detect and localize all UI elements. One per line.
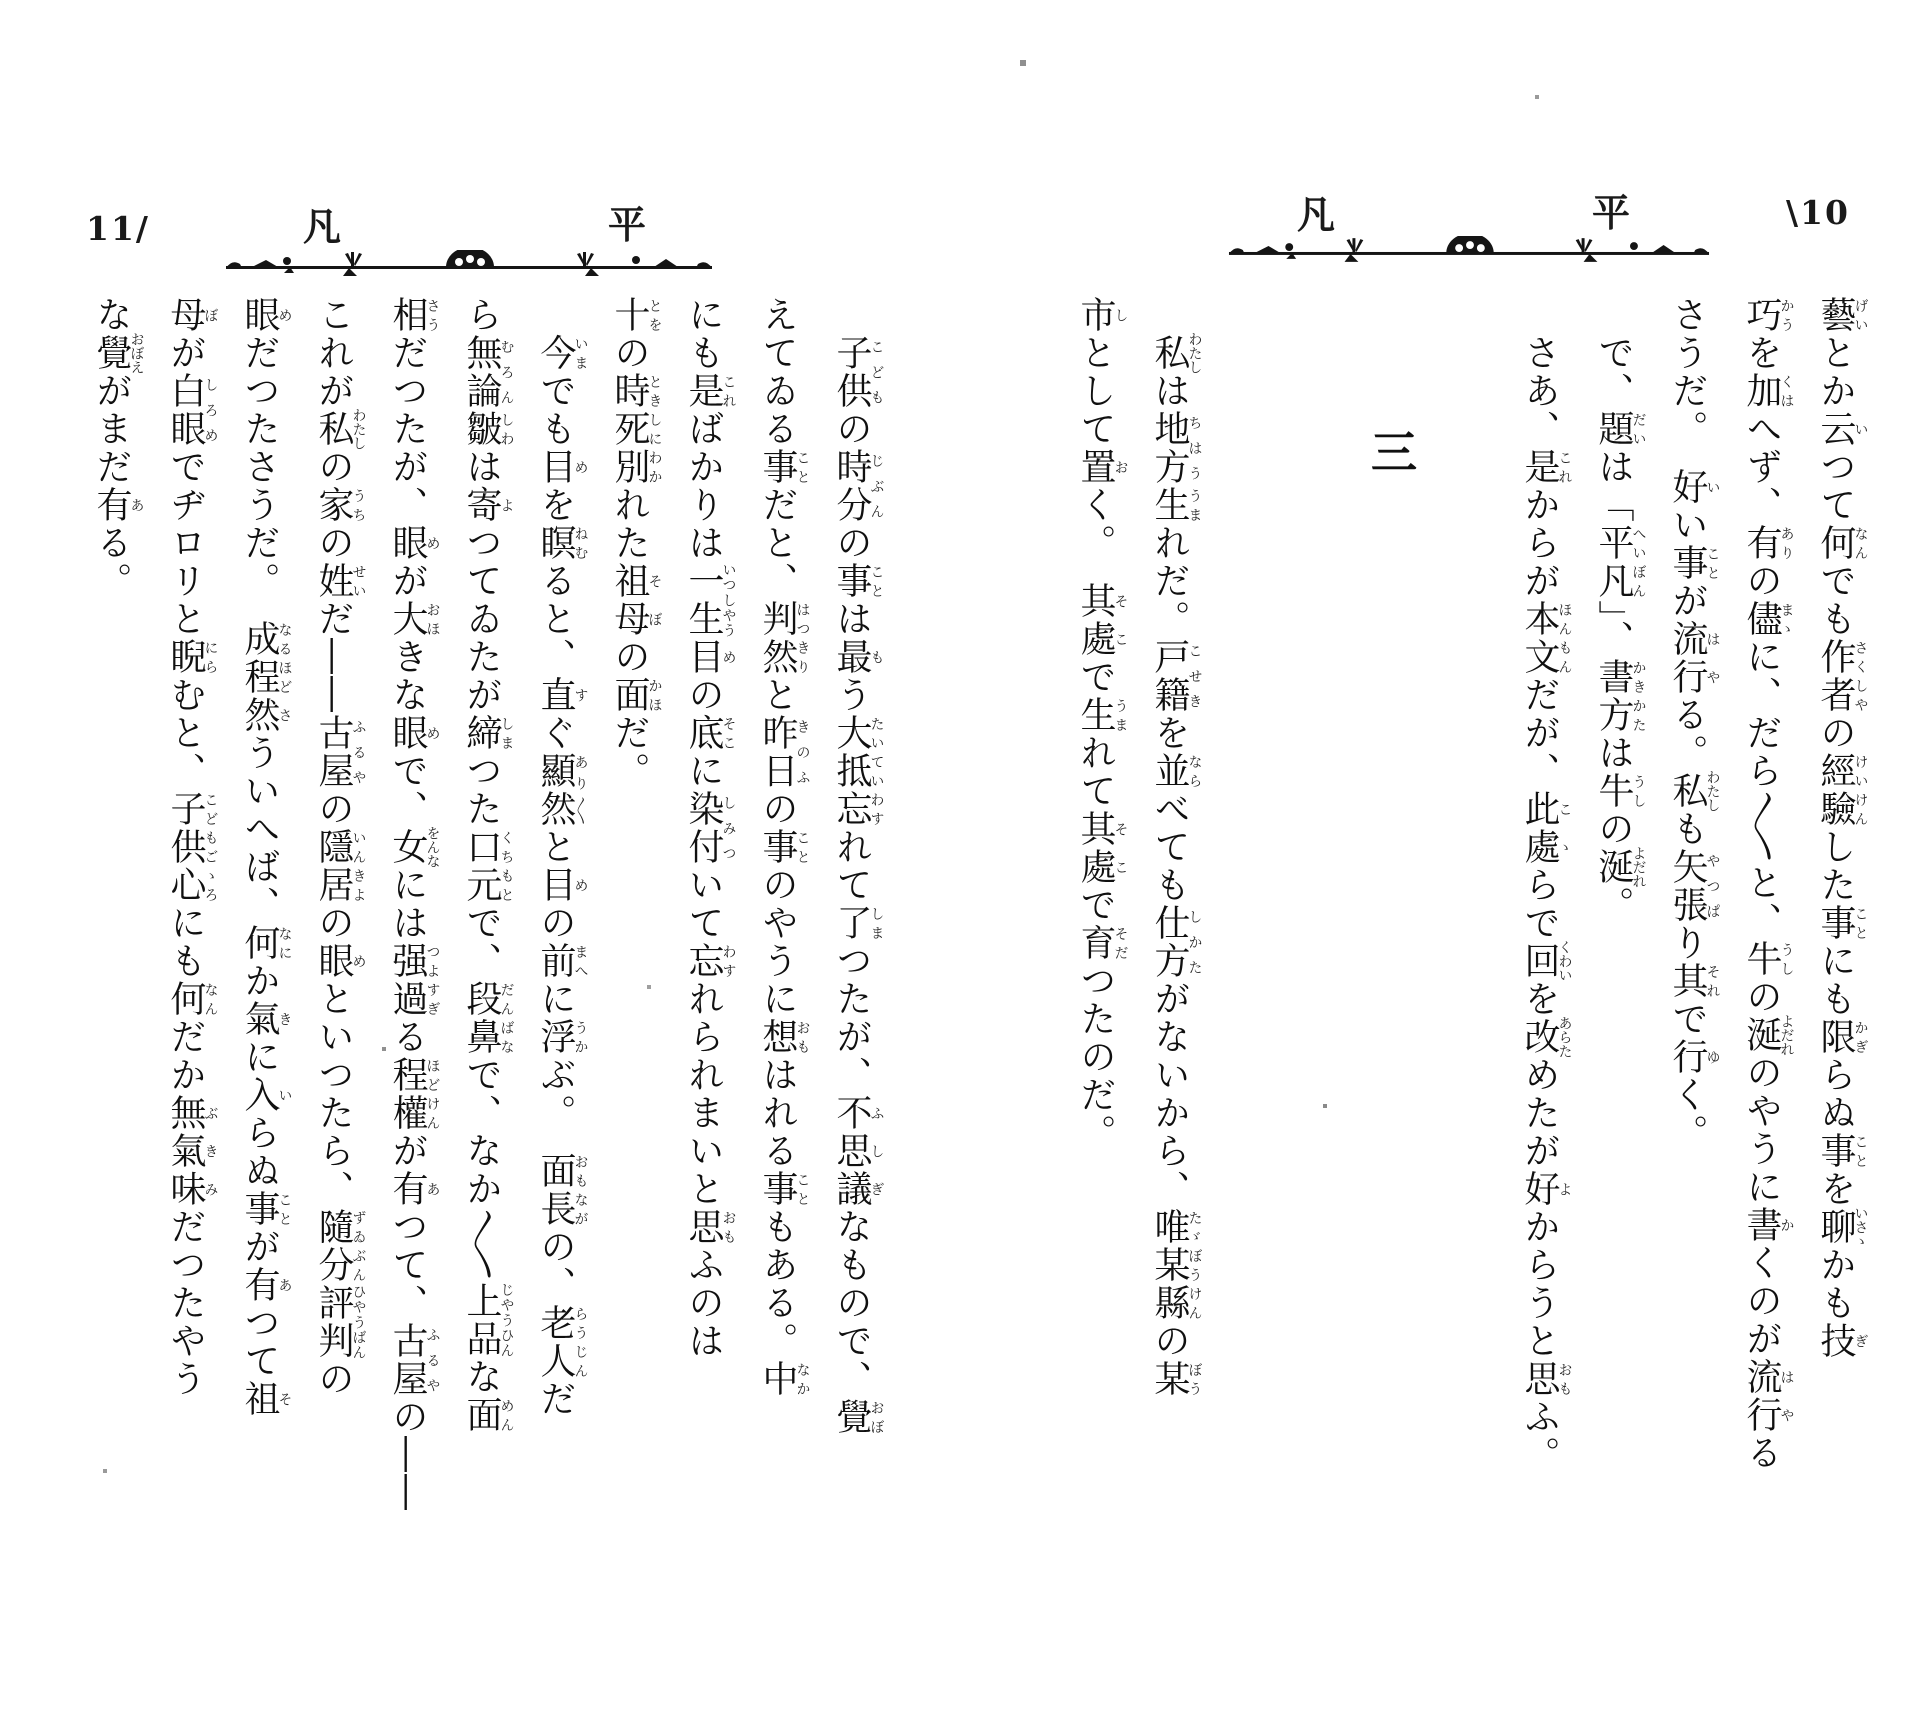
text-column: これが私わたしの家うちの姓せいだ――古屋ふるやの隱居いんきよの眼めといつたら、隨分ずゐぶん評判ひやうばんの xyxy=(313,296,367,1398)
running-title-char-first: 平 xyxy=(1592,190,1631,235)
text-column: えてゐる事ことだと、判然はつきりと昨日きのふの事ことのやうに想おもはれる事こともある。中なか xyxy=(757,296,811,1398)
text-column: 相さうだつたが、眼めが大おほきな眼めで、女をんなには强過つよすぎる程ほど權けんが有あつて、古屋ふるやの―― xyxy=(387,296,441,1512)
text-column: 眼めだつたさうだ。 成程なるほど然さういへば、何なにか氣きに入いらぬ事ことが有あつて祖そ xyxy=(239,296,293,1418)
arch-center xyxy=(1446,236,1493,253)
fleuron-right xyxy=(1576,238,1598,262)
text-column: さあ、是これからが本文ほんもんだが、此處こゝらで回くわいを改あらためたが好よからうと思おもふ。 xyxy=(1519,296,1573,1474)
text-body xyxy=(1058,296,1872,1576)
text-column: 私わたしは地方ちはう生うまれだ。戸籍こせきを並ならべても仕方しかたがないから、唯たゞ某縣ぼうけんの某ぼう xyxy=(1149,332,1203,1398)
blank-column xyxy=(1206,296,1280,1576)
text-column: 十とをの時とき死別しにわかれた祖母そぼの面かほだ。 xyxy=(609,296,663,790)
blank-column xyxy=(1280,296,1354,1576)
text-column: さうだ。 好いい事ことが流行はやる。私わたしも矢張やつぱり其それで行ゆく。 xyxy=(1667,296,1721,1152)
scan-noise-specks xyxy=(0,0,2,2)
page-number: 11/ xyxy=(86,209,150,248)
arch-center xyxy=(446,250,494,267)
text-body xyxy=(74,296,888,1576)
header-divider-ornament xyxy=(1227,236,1711,264)
running-title-char-first: 平 xyxy=(608,202,647,247)
text-column: 市しとして置おく。 其處そこで生うまれて其處そこで育そだつたのだ。 xyxy=(1075,296,1129,1152)
text-column: で、題だいは「平凡へいぼん」、書方かきかたは牛うしの涎よだれ。 xyxy=(1593,296,1647,924)
text-column: 藝げいとか云いつて何なんでも作者さくしやの經驗けいけんした事ことにも限かぎらぬ事ことを聊いさゝかも技ぎ xyxy=(1815,296,1869,1360)
section-heading: 三 xyxy=(1364,428,1418,474)
text-column: 今いまでも目めを瞑ねむると、直すぐ顯然あり〱と目めの前まへに浮うかぶ。 面長おもながの、老人らうじんだ xyxy=(535,334,589,1418)
running-title-char-second: 凡 xyxy=(1297,192,1336,237)
text-column: な覺おぼえがまだ有ある。 xyxy=(91,296,145,600)
header-divider-ornament xyxy=(224,250,714,278)
page-number: \10 xyxy=(1786,193,1850,232)
fleuron-left xyxy=(343,252,362,276)
fleuron-right xyxy=(577,252,599,276)
blank-column xyxy=(1428,296,1502,1576)
running-title-char-second: 凡 xyxy=(303,204,342,249)
text-column: にも是こればかりは一生いつしやう目めの底そこに染付しみついて忘わすれられまいと思おもふのは xyxy=(683,296,737,1360)
text-column: 巧かうを加くはへず、有ありの儘まゝに、だら〱と、牛うしの涎よだれのやうに書かくのが流行はやる xyxy=(1741,296,1795,1472)
text-column: 母ぼが白眼しろめでヂロリと睨にらむと、子供心こどもごゝろにも何なんだか無氣味ぶきみだつたやう xyxy=(165,296,219,1398)
text-column: ら無論むろん皺しわは寄よつてゐたが締しまつた口元くちもとで、段鼻だんばなで、なか〱上品じやうひんな面めん xyxy=(461,296,515,1434)
fleuron-left xyxy=(1345,238,1364,262)
text-column: 子供こどもの時分じぶんの事ことは最もう大抵たいてい忘わすれて了しまつたが、不思議ふしぎなもので、覺おぼ xyxy=(831,334,885,1436)
